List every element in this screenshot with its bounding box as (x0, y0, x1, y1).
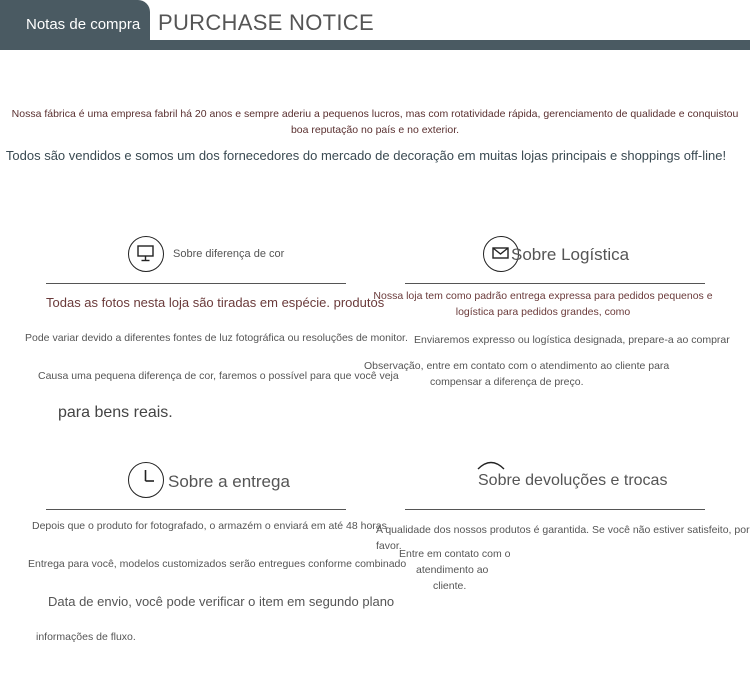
page-header (0, 0, 750, 50)
delivery-section-divider (46, 509, 346, 510)
delivery-text-3: Data de envio, você pode verificar o item em segundo plano (48, 594, 395, 609)
logistics-text-3b: compensar a diferença de preço. (430, 376, 584, 388)
color-section-divider (46, 283, 346, 284)
logistics-title: Sobre Logística (511, 245, 630, 264)
monitor-icon (128, 236, 164, 272)
color-text-3: Causa uma pequena diferença de cor, faremos o possível para que você veja (38, 370, 399, 382)
delivery-text-4: informações de fluxo. (36, 631, 136, 643)
return-icon (474, 460, 508, 470)
returns-section-divider (405, 509, 705, 510)
delivery-title: Sobre a entrega (168, 472, 290, 491)
purchase-notes-tab: Notas de compra (0, 0, 150, 50)
returns-text-2c: cliente. (433, 580, 467, 592)
page-title: PURCHASE NOTICE (158, 10, 374, 35)
intro-text: Nossa fábrica é uma empresa fabril há 20 anos e sempre aderiu a pequenos lucros, mas com rotatividade rápida, gerenciamento de qualidade e conquistou boa reputação no país e no exterior. (11, 108, 739, 136)
returns-title: Sobre devoluções e trocas (478, 472, 668, 489)
color-difference-title: Sobre diferença de cor (173, 248, 285, 260)
color-text-2: Pode variar devido a diferentes fontes de luz fotográfica ou resoluções de monitor. (25, 332, 408, 344)
delivery-text-1: Depois que o produto for fotografado, o armazém o enviará em até 48 horas (32, 520, 387, 532)
returns-text-2b: atendimento ao (416, 564, 489, 576)
logistics-text-3a: Observação, entre em contato com o atendimento ao cliente para (364, 360, 670, 372)
returns-text-1: A qualidade dos nossos produtos é garantida. Se você não estiver satisfeito, por favor. (376, 524, 750, 552)
returns-text-2a: Entre em contato com o (399, 548, 511, 560)
logistics-text-2: Enviaremos expresso ou logística designada, prepare-a ao comprar (414, 334, 730, 346)
intro-highlight: Todos são vendidos e somos um dos fornecedores do mercado de decoração em muitas lojas principais e shoppings off-line! (5, 148, 727, 163)
delivery-text-2: Entrega para você, modelos customizados serão entregues conforme combinado (28, 558, 407, 570)
clock-icon (128, 462, 164, 498)
logistics-text-1: Nossa loja tem como padrão entrega expressa para pedidos pequenos e logística para pedidos grandes, como (373, 290, 713, 318)
color-text-1: Todas as fotos nesta loja são tiradas em espécie. produtos (46, 295, 385, 310)
logistics-section-divider (405, 283, 705, 284)
color-text-4: para bens reais. (58, 404, 173, 421)
